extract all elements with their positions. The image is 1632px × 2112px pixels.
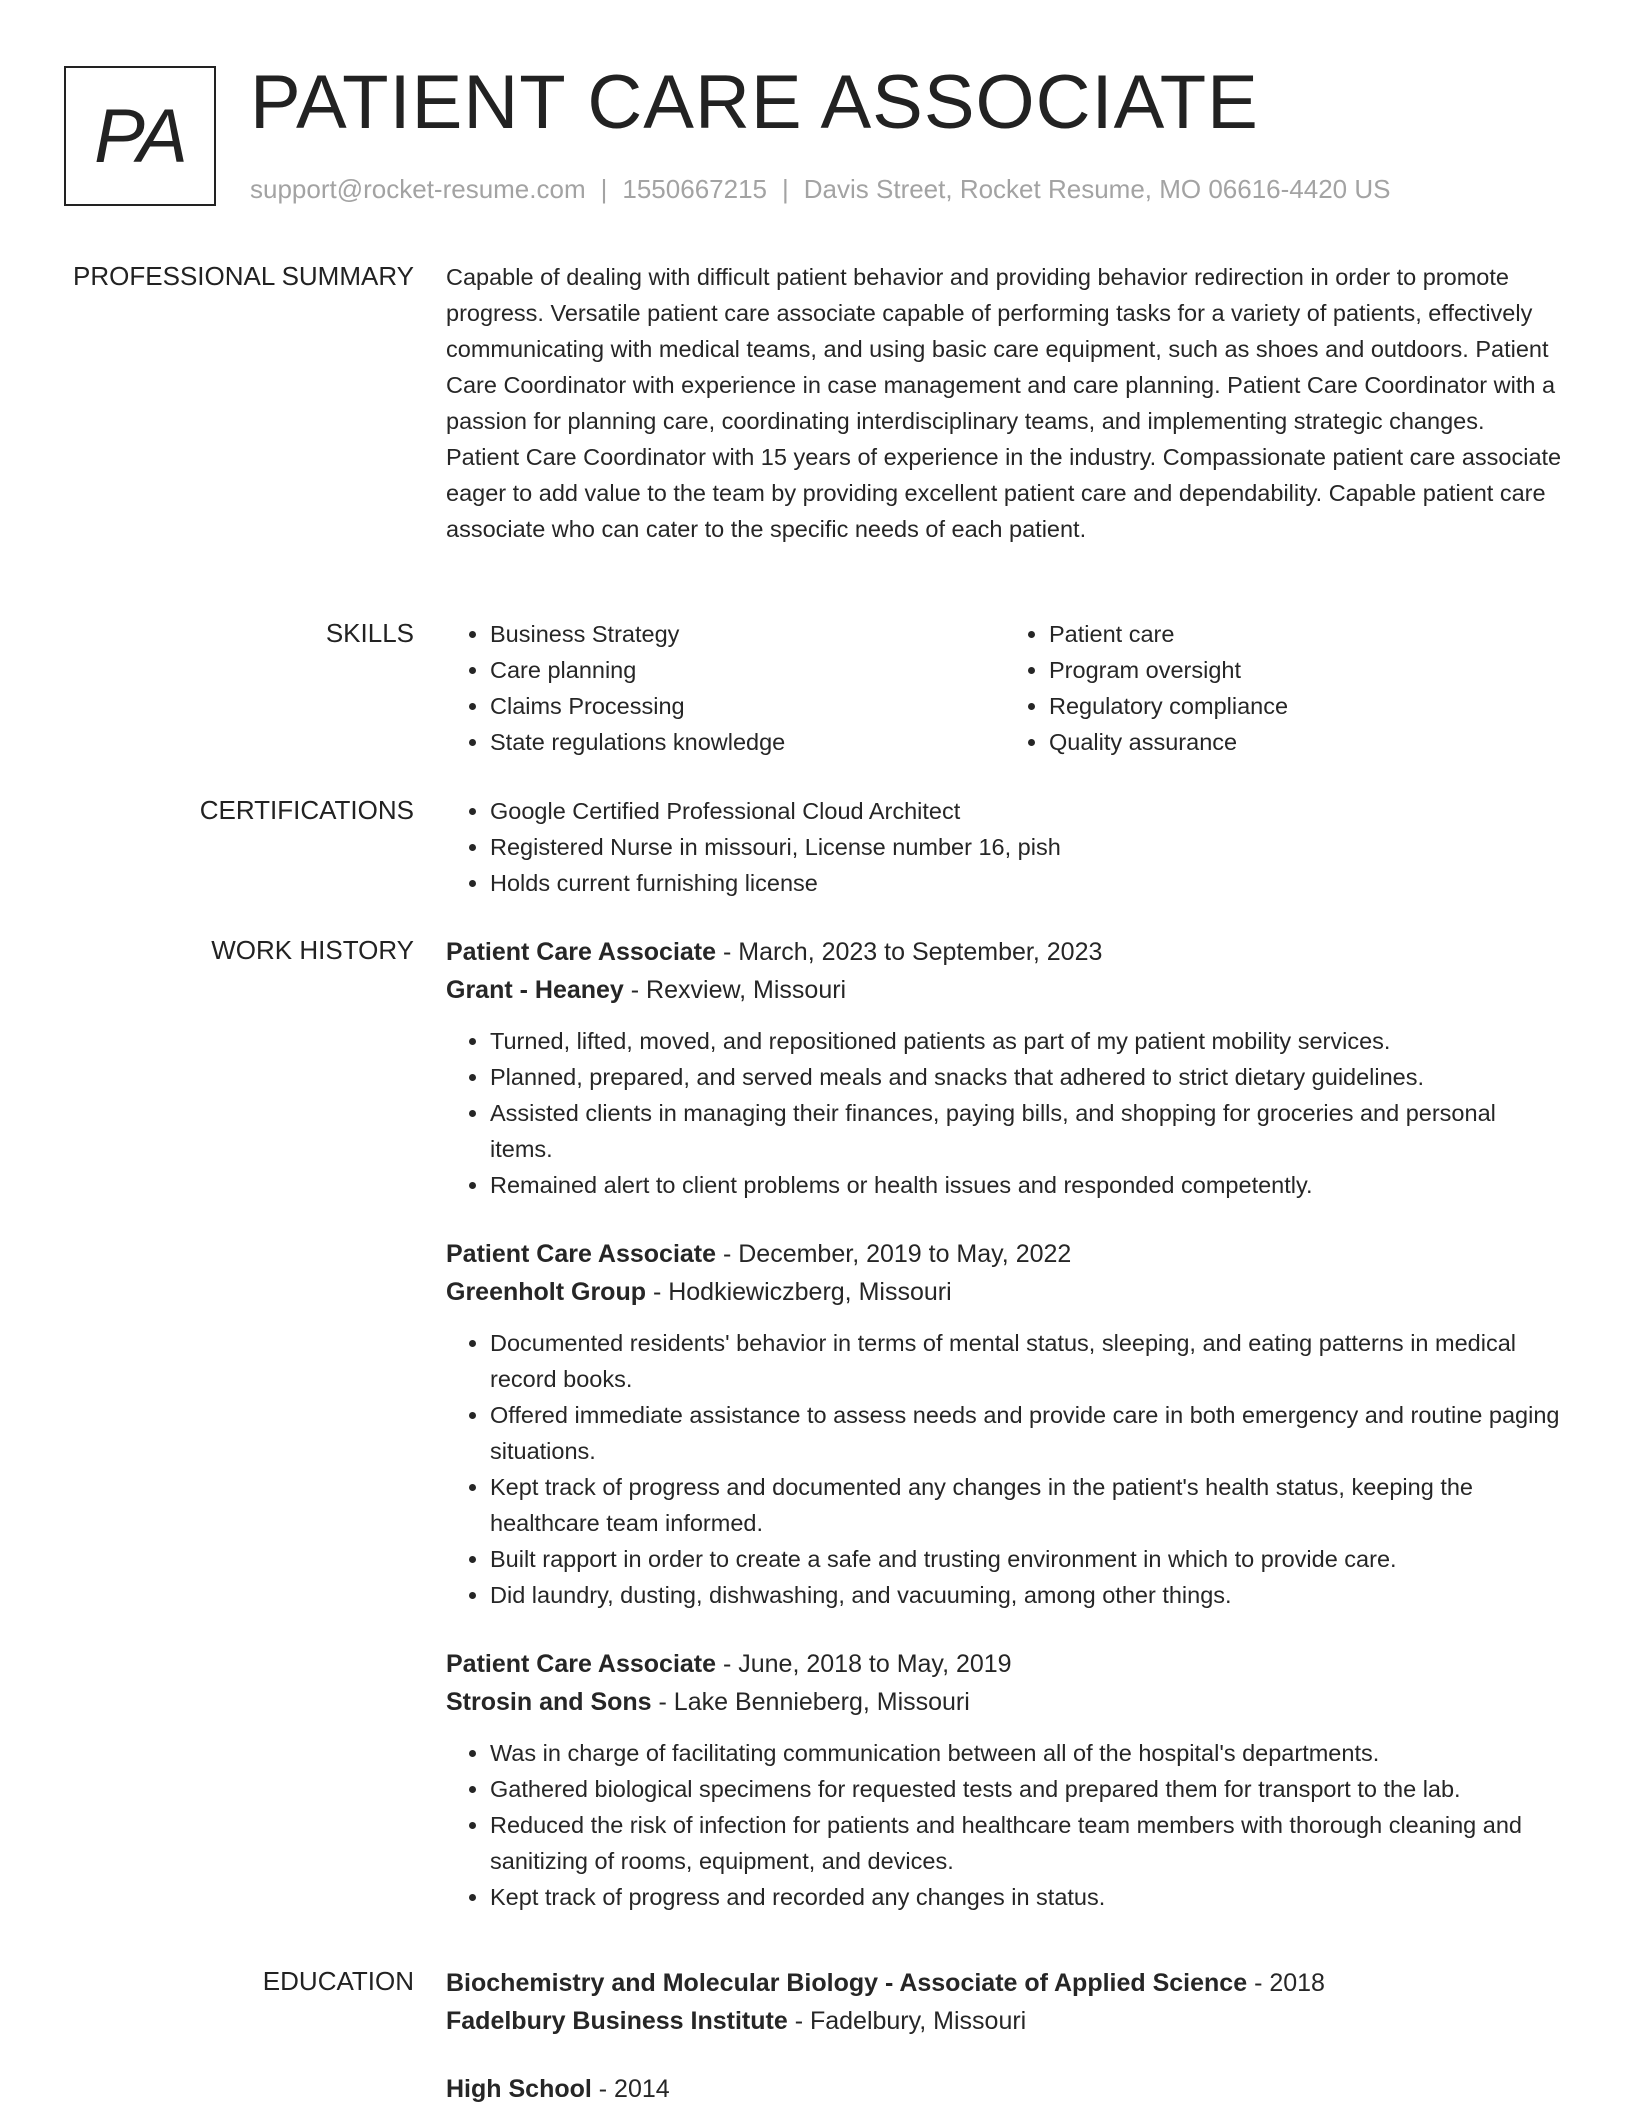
section-label: PROFESSIONAL SUMMARY <box>73 261 414 291</box>
education-year: - 2014 <box>591 2075 670 2103</box>
job-location: - Lake Bennieberg, Missouri <box>651 1688 970 1716</box>
summary-body <box>446 259 1564 547</box>
certifications-list <box>446 793 1564 901</box>
certifications-body <box>446 793 1564 901</box>
job-company-line <box>446 971 1564 1009</box>
section-label: EDUCATION <box>262 1966 414 1996</box>
contact-separator: | <box>782 174 789 204</box>
skill-item: • Quality assurance <box>1049 724 1564 760</box>
certification-item: • Holds current furnishing license <box>490 865 1564 901</box>
job-dates: - March, 2023 to September, 2023 <box>716 938 1103 966</box>
job-company: Grant - Heaney <box>446 976 624 1004</box>
education-degree: High School <box>446 2075 592 2103</box>
job-entry <box>446 1235 1564 1613</box>
work-history-body <box>446 933 1564 1947</box>
education-school-line <box>446 2002 1564 2040</box>
skills-list <box>446 616 1564 760</box>
education-school: Fadelbury Business Institute <box>446 2007 788 2035</box>
skill-item: • State regulations knowledge <box>490 724 1005 760</box>
job-title: Patient Care Associate <box>446 938 717 966</box>
skill-item: • Claims Processing <box>490 688 1005 724</box>
contact-phone[interactable]: 1550667215 <box>622 174 767 204</box>
job-company-line <box>446 1683 1564 1721</box>
contact-line <box>250 174 1390 205</box>
monogram-logo: PA <box>64 66 216 206</box>
job-entry <box>446 1645 1564 1915</box>
job-bullet: • Kept track of progress and recorded any changes in status. <box>490 1879 1564 1915</box>
job-bullets <box>446 1023 1564 1203</box>
job-bullet: • Built rapport in order to create a safe and trusting environment in which to provide care. <box>490 1541 1564 1577</box>
skill-item: • Patient care <box>1049 616 1564 652</box>
job-bullet: • Remained alert to client problems or health issues and responded competently. <box>490 1167 1564 1203</box>
job-location: - Hodkiewiczberg, Missouri <box>646 1278 952 1306</box>
job-title-line <box>446 933 1564 971</box>
job-company-line <box>446 1273 1564 1311</box>
contact-separator: | <box>600 174 608 204</box>
skill-item: • Regulatory compliance <box>1049 688 1564 724</box>
job-bullet: • Assisted clients in managing their finances, paying bills, and shopping for groceries and personal items. <box>490 1095 1564 1167</box>
job-company: Greenholt Group <box>446 1278 646 1306</box>
job-bullet: • Planned, prepared, and served meals and snacks that adhered to strict dietary guidelines. <box>490 1059 1564 1095</box>
section-label: WORK HISTORY <box>211 935 414 965</box>
education-degree: Biochemistry and Molecular Biology - Associate of Applied Science <box>446 1969 1248 1997</box>
job-location: - Rexview, Missouri <box>623 976 847 1004</box>
skills-column-right <box>1005 616 1564 760</box>
skill-item: • Program oversight <box>1049 652 1564 688</box>
job-title-line <box>446 1645 1564 1683</box>
certification-item: • Google Certified Professional Cloud Architect <box>490 793 1564 829</box>
education-degree-line <box>446 1964 1564 2002</box>
job-entry <box>446 933 1564 1203</box>
job-dates: - June, 2018 to May, 2019 <box>716 1650 1012 1678</box>
job-bullet: • Offered immediate assistance to assess needs and provide care in both emergency and routine paging situations. <box>490 1397 1564 1469</box>
job-title: Patient Care Associate <box>446 1240 717 1268</box>
job-bullet: • Gathered biological specimens for requested tests and prepared them for transport to the lab. <box>490 1771 1564 1807</box>
contact-address: Davis Street, Rocket Resume, MO 06616-4420 US <box>803 174 1391 204</box>
education-year: - 2018 <box>1247 1969 1325 1997</box>
job-bullet: • Did laundry, dusting, dishwashing, and vacuuming, among other things. <box>490 1577 1564 1613</box>
skills-column-left <box>446 616 1005 760</box>
section-label: SKILLS <box>325 618 414 648</box>
job-bullet: • Turned, lifted, moved, and repositioned patients as part of my patient mobility services. <box>490 1023 1564 1059</box>
job-bullet: • Kept track of progress and documented any changes in the patient's health status, keeping the healthcare team informed. <box>490 1469 1564 1541</box>
job-bullet: • Was in charge of facilitating communication between all of the hospital's departments. <box>490 1735 1564 1771</box>
summary-text: Capable of dealing with difficult patient behavior and providing behavior redirection in order to promote progress. Versatile patient care associate capable of performing tasks for a variety of patients, effectively communicating with medical teams, and using basic care equipment, such as shoes and outdoors. Patient Care Coordinator with experience in case management and care planning. Patient Care Coordinator with a passion for planning care, coordinating interdisciplinary teams, and implementing strategic changes. Patient Care Coordinator with 15 years of experience in the industry. Compassionate patient care associate eager to add value to the team by providing excellent patient care and dependability. Capable patient care associate who can cater to the specific needs of each patient. <box>446 264 1562 542</box>
skill-item: • Business Strategy <box>490 616 1005 652</box>
section-label: CERTIFICATIONS <box>199 795 414 825</box>
job-bullet: • Reduced the risk of infection for patients and healthcare team members with thorough cleaning and sanitizing of rooms, equipment, and devices. <box>490 1807 1564 1879</box>
job-title: Patient Care Associate <box>446 1650 717 1678</box>
certification-item: • Registered Nurse in missouri, License number 16, pish <box>490 829 1564 865</box>
job-bullets <box>446 1735 1564 1915</box>
job-bullets <box>446 1325 1564 1613</box>
job-dates: - December, 2019 to May, 2022 <box>716 1240 1072 1268</box>
education-body <box>446 1964 1564 2108</box>
job-title-line <box>446 1235 1564 1273</box>
education-degree-line <box>446 2070 1564 2108</box>
education-location: - Fadelbury, Missouri <box>787 2007 1027 2035</box>
job-bullet: • Documented residents' behavior in terms of mental status, sleeping, and eating patterns in medical record books. <box>490 1325 1564 1397</box>
contact-email[interactable]: support@rocket-resume.com <box>250 174 586 204</box>
resume-title: PATIENT CARE ASSOCIATE <box>250 60 1259 145</box>
skill-item: • Care planning <box>490 652 1005 688</box>
job-company: Strosin and Sons <box>446 1688 652 1716</box>
